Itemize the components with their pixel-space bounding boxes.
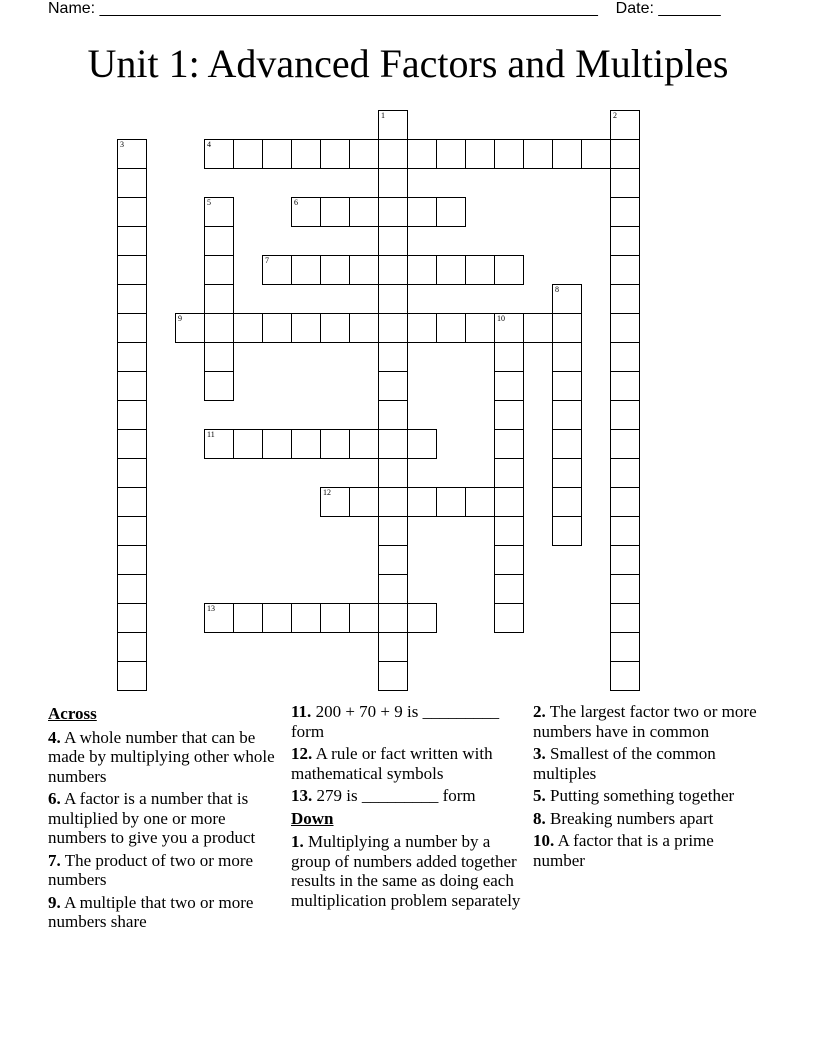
clue-item: [533, 786, 763, 806]
clue-number: 3.: [533, 744, 546, 763]
cell-number: 10: [497, 314, 505, 323]
grid-cell[interactable]: [552, 458, 582, 488]
clue-text: The product of two or more numbers: [48, 850, 254, 889]
clue-text: 200 + 70 + 9 is _________ form: [291, 702, 500, 741]
grid-cell[interactable]: [291, 197, 321, 227]
grid-cell[interactable]: [494, 255, 524, 285]
grid-cell[interactable]: [407, 197, 437, 227]
grid-cell[interactable]: [523, 139, 553, 169]
grid-cell[interactable]: [407, 139, 437, 169]
clue-text: 279 is _________ form: [316, 786, 476, 805]
grid-cell[interactable]: [117, 429, 147, 459]
grid-cell[interactable]: [494, 139, 524, 169]
grid-cell[interactable]: [349, 487, 379, 517]
date-label: Date:: [615, 0, 654, 17]
grid-cell[interactable]: [552, 429, 582, 459]
cell-number: 1: [381, 111, 385, 120]
grid-cell[interactable]: [117, 342, 147, 372]
clue-text: Multiplying a number by a group of numbers added together results in the same as doing each multiplication problem separately: [291, 832, 521, 910]
clue-text: Breaking numbers apart: [550, 808, 714, 828]
cell-number: 11: [207, 430, 215, 439]
cell-number: 8: [555, 285, 559, 294]
grid-cell[interactable]: [262, 429, 292, 459]
grid-cell[interactable]: [291, 429, 321, 459]
grid-cell[interactable]: [262, 255, 292, 285]
grid-cell[interactable]: [610, 139, 640, 169]
grid-cell[interactable]: [378, 284, 408, 314]
grid-cell[interactable]: [320, 603, 350, 633]
clue-text: A factor that is a prime number: [533, 831, 714, 870]
grid-cell[interactable]: [610, 661, 640, 691]
grid-cell[interactable]: [117, 603, 147, 633]
grid-cell[interactable]: [204, 284, 234, 314]
clue-item: [48, 851, 280, 890]
grid-cell[interactable]: [610, 110, 640, 140]
grid-cell[interactable]: [262, 603, 292, 633]
grid-cell[interactable]: [117, 371, 147, 401]
grid-cell[interactable]: [204, 197, 234, 227]
grid-cell[interactable]: [494, 545, 524, 575]
grid-cell[interactable]: [233, 313, 263, 343]
grid-cell[interactable]: [378, 168, 408, 198]
grid-cell[interactable]: [117, 400, 147, 430]
grid-cell[interactable]: [407, 603, 437, 633]
cell-number: 12: [323, 488, 331, 497]
grid-cell[interactable]: [349, 429, 379, 459]
clue-text: The largest factor two or more numbers have in common: [533, 702, 757, 741]
grid-cell[interactable]: [581, 139, 611, 169]
grid-cell[interactable]: [378, 342, 408, 372]
grid-cell[interactable]: [233, 603, 263, 633]
grid-cell[interactable]: [204, 226, 234, 256]
grid-cell[interactable]: [320, 429, 350, 459]
clue-item: [48, 789, 280, 848]
grid-cell[interactable]: [552, 371, 582, 401]
clue-item: [291, 702, 527, 741]
grid-cell[interactable]: [552, 400, 582, 430]
grid-cell[interactable]: [378, 400, 408, 430]
grid-cell[interactable]: [378, 110, 408, 140]
grid-cell[interactable]: [262, 139, 292, 169]
grid-cell[interactable]: [494, 429, 524, 459]
grid-cell[interactable]: [349, 197, 379, 227]
grid-cell[interactable]: [610, 603, 640, 633]
grid-cell[interactable]: [378, 545, 408, 575]
grid-cell[interactable]: [465, 139, 495, 169]
grid-cell[interactable]: [610, 545, 640, 575]
grid-cell[interactable]: [407, 487, 437, 517]
grid-cell[interactable]: [175, 313, 205, 343]
grid-cell[interactable]: [552, 313, 582, 343]
grid-cell[interactable]: [378, 603, 408, 633]
grid-cell[interactable]: [117, 313, 147, 343]
grid-cell[interactable]: [117, 197, 147, 227]
grid-cell[interactable]: [610, 226, 640, 256]
grid-cell[interactable]: [117, 255, 147, 285]
grid-cell[interactable]: [378, 574, 408, 604]
grid-cell[interactable]: [204, 313, 234, 343]
grid-cell[interactable]: [117, 574, 147, 604]
clue-column-3: [533, 702, 763, 873]
header-line: [48, 0, 721, 18]
grid-cell[interactable]: [436, 487, 466, 517]
clue-item: [291, 744, 527, 783]
clue-text: Smallest of the common multiples: [533, 744, 716, 783]
grid-cell[interactable]: [436, 313, 466, 343]
grid-cell[interactable]: [494, 458, 524, 488]
clue-column-1: [48, 702, 280, 935]
clue-item: [48, 893, 280, 932]
grid-cell[interactable]: [436, 255, 466, 285]
grid-cell[interactable]: [204, 139, 234, 169]
grid-cell[interactable]: [349, 139, 379, 169]
cell-number: 4: [207, 140, 211, 149]
grid-cell[interactable]: [407, 429, 437, 459]
grid-cell[interactable]: [378, 429, 408, 459]
grid-cell[interactable]: [552, 342, 582, 372]
clue-number: 6.: [48, 789, 61, 808]
clue-item: [533, 744, 763, 783]
grid-cell[interactable]: [494, 516, 524, 546]
grid-cell[interactable]: [610, 458, 640, 488]
cell-number: 5: [207, 198, 211, 207]
clue-item: [533, 831, 763, 870]
grid-cell[interactable]: [610, 313, 640, 343]
grid-cell[interactable]: [204, 342, 234, 372]
grid-cell[interactable]: [552, 284, 582, 314]
grid-cell[interactable]: [494, 574, 524, 604]
grid-cell[interactable]: [436, 197, 466, 227]
grid-cell[interactable]: [378, 255, 408, 285]
grid-cell[interactable]: [436, 139, 466, 169]
grid-cell[interactable]: [465, 255, 495, 285]
grid-cell[interactable]: [204, 429, 234, 459]
grid-cell[interactable]: [610, 168, 640, 198]
down-heading: Down: [291, 808, 334, 828]
grid-cell[interactable]: [610, 487, 640, 517]
grid-cell[interactable]: [233, 139, 263, 169]
grid-cell[interactable]: [291, 255, 321, 285]
clue-number: 4.: [48, 727, 61, 747]
clue-number: 9.: [48, 892, 61, 912]
grid-cell[interactable]: [610, 632, 640, 662]
clue-number: 2.: [533, 702, 546, 721]
clue-number: 10.: [533, 831, 555, 850]
name-label: Name:: [48, 0, 96, 17]
grid-cell[interactable]: [610, 197, 640, 227]
grid-cell[interactable]: [117, 458, 147, 488]
clue-item: [291, 786, 527, 806]
grid-cell[interactable]: [117, 168, 147, 198]
clue-number: 1.: [291, 832, 304, 851]
grid-cell[interactable]: [465, 313, 495, 343]
grid-cell[interactable]: [378, 516, 408, 546]
grid-cell[interactable]: [494, 603, 524, 633]
cell-number: 13: [207, 604, 215, 613]
page-title: Unit 1: Advanced Factors and Multiples: [87, 41, 729, 86]
grid-cell[interactable]: [610, 371, 640, 401]
grid-cell[interactable]: [378, 487, 408, 517]
cell-number: 9: [178, 314, 182, 323]
grid-cell[interactable]: [117, 516, 147, 546]
grid-cell[interactable]: [378, 226, 408, 256]
grid-cell[interactable]: [494, 400, 524, 430]
clue-number: 12.: [291, 744, 313, 763]
grid-cell[interactable]: [494, 371, 524, 401]
grid-cell[interactable]: [378, 197, 408, 227]
grid-cell[interactable]: [378, 139, 408, 169]
grid-cell[interactable]: [349, 255, 379, 285]
grid-cell[interactable]: [291, 313, 321, 343]
grid-cell[interactable]: [378, 632, 408, 662]
grid-cell[interactable]: [320, 197, 350, 227]
grid-cell[interactable]: [378, 458, 408, 488]
grid-cell[interactable]: [610, 400, 640, 430]
clue-number: 11.: [291, 702, 312, 721]
grid-cell[interactable]: [610, 429, 640, 459]
grid-cell[interactable]: [494, 313, 524, 343]
across-heading: Across: [48, 704, 97, 723]
cell-number: 7: [265, 256, 269, 265]
clue-item: [533, 809, 763, 829]
clue-text: Putting something together: [550, 786, 735, 805]
grid-cell[interactable]: [320, 255, 350, 285]
grid-cell[interactable]: [378, 371, 408, 401]
grid-cell[interactable]: [117, 226, 147, 256]
cell-number: 6: [294, 198, 298, 207]
grid-cell[interactable]: [204, 371, 234, 401]
name-blank[interactable]: ________________________________________________________: [99, 0, 598, 17]
grid-cell[interactable]: [552, 516, 582, 546]
clue-column-2: [291, 702, 527, 913]
grid-cell[interactable]: [610, 284, 640, 314]
grid-cell[interactable]: [204, 255, 234, 285]
grid-cell[interactable]: [494, 487, 524, 517]
clue-number: 7.: [48, 850, 61, 870]
grid-cell[interactable]: [117, 487, 147, 517]
grid-cell[interactable]: [349, 313, 379, 343]
grid-cell[interactable]: [320, 313, 350, 343]
grid-cell[interactable]: [349, 603, 379, 633]
grid-cell[interactable]: [320, 139, 350, 169]
grid-cell[interactable]: [262, 313, 292, 343]
cell-number: 2: [613, 111, 617, 120]
grid-cell[interactable]: [320, 487, 350, 517]
clue-item: [291, 832, 527, 910]
grid-cell[interactable]: [552, 487, 582, 517]
grid-cell[interactable]: [378, 661, 408, 691]
grid-cell[interactable]: [378, 313, 408, 343]
grid-cell[interactable]: [117, 284, 147, 314]
grid-cell[interactable]: [465, 487, 495, 517]
clue-number: 5.: [533, 786, 546, 805]
grid-cell[interactable]: [233, 429, 263, 459]
grid-cell[interactable]: [523, 313, 553, 343]
grid-cell[interactable]: [291, 139, 321, 169]
grid-cell[interactable]: [291, 603, 321, 633]
clue-number: 8.: [533, 808, 546, 828]
grid-cell[interactable]: [494, 342, 524, 372]
grid-cell[interactable]: [117, 545, 147, 575]
grid-cell[interactable]: [610, 342, 640, 372]
clue-text: A rule or fact written with mathematical symbols: [291, 744, 493, 783]
grid-cell[interactable]: [117, 632, 147, 662]
clue-text: A whole number that can be made by multiplying other whole numbers: [48, 727, 275, 786]
clue-text: A multiple that two or more numbers share: [48, 892, 254, 931]
grid-cell[interactable]: [610, 574, 640, 604]
cell-number: 3: [120, 140, 124, 149]
grid-cell[interactable]: [117, 661, 147, 691]
grid-cell[interactable]: [407, 255, 437, 285]
grid-cell[interactable]: [117, 139, 147, 169]
grid-cell[interactable]: [552, 139, 582, 169]
clue-item: [533, 702, 763, 741]
grid-cell[interactable]: [204, 603, 234, 633]
grid-cell[interactable]: [610, 516, 640, 546]
date-blank[interactable]: _______: [658, 0, 721, 17]
grid-cell[interactable]: [407, 313, 437, 343]
clue-number: 13.: [291, 786, 313, 805]
clue-item: [48, 728, 280, 787]
clue-text: A factor is a number that is multiplied by one or more numbers to give you a product: [48, 789, 256, 847]
grid-cell[interactable]: [610, 255, 640, 285]
